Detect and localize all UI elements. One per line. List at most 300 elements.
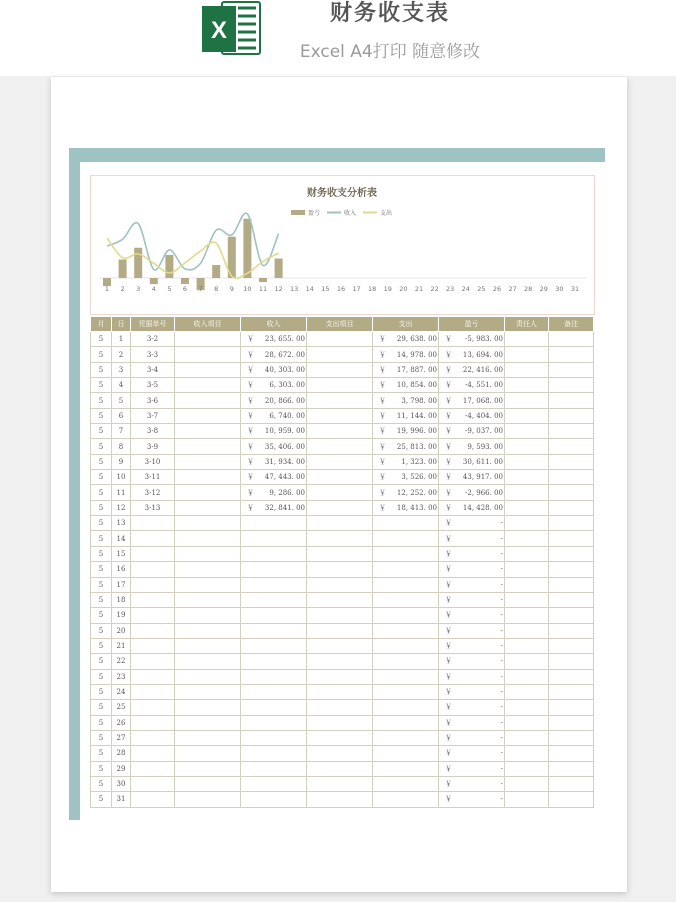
cell-income-item[interactable] — [175, 546, 241, 561]
cell-profit[interactable] — [439, 454, 505, 469]
cell-voucher[interactable] — [131, 700, 175, 715]
cell-expense-item[interactable] — [307, 608, 373, 623]
cell-day[interactable]: 3 — [112, 362, 131, 377]
cell-voucher[interactable] — [131, 638, 175, 653]
cell-expense[interactable] — [373, 424, 439, 439]
cell-expense[interactable] — [373, 700, 439, 715]
cell-month[interactable]: 5 — [91, 730, 112, 745]
cell-note[interactable] — [549, 746, 594, 761]
cell-voucher[interactable] — [131, 623, 175, 638]
cell-month[interactable]: 5 — [91, 332, 112, 347]
cell-month[interactable]: 5 — [91, 761, 112, 776]
cell-note[interactable] — [549, 684, 594, 699]
cell-expense-item[interactable] — [307, 332, 373, 347]
cell-owner[interactable] — [505, 776, 549, 791]
cell-expense[interactable] — [373, 516, 439, 531]
cell-note[interactable] — [549, 454, 594, 469]
cell-owner[interactable] — [505, 684, 549, 699]
cell-note[interactable] — [549, 592, 594, 607]
cell-day[interactable]: 16 — [112, 562, 131, 577]
cell-note[interactable] — [549, 776, 594, 791]
cell-day[interactable]: 23 — [112, 669, 131, 684]
cell-profit[interactable] — [439, 500, 505, 515]
cell-owner[interactable] — [505, 761, 549, 776]
cell-expense-item[interactable] — [307, 669, 373, 684]
cell-note[interactable] — [549, 562, 594, 577]
cell-voucher[interactable] — [131, 608, 175, 623]
cell-expense[interactable] — [373, 684, 439, 699]
cell-profit[interactable] — [439, 715, 505, 730]
cell-income[interactable] — [241, 761, 307, 776]
cell-note[interactable] — [549, 730, 594, 745]
cell-note[interactable] — [549, 393, 594, 408]
cell-note[interactable] — [549, 792, 594, 807]
cell-month[interactable]: 5 — [91, 424, 112, 439]
cell-income-item[interactable] — [175, 408, 241, 423]
cell-day[interactable]: 22 — [112, 654, 131, 669]
cell-income[interactable] — [241, 454, 307, 469]
cell-month[interactable]: 5 — [91, 454, 112, 469]
cell-day[interactable]: 17 — [112, 577, 131, 592]
cell-owner[interactable] — [505, 332, 549, 347]
cell-income[interactable] — [241, 362, 307, 377]
cell-expense-item[interactable] — [307, 715, 373, 730]
cell-note[interactable] — [549, 546, 594, 561]
cell-income[interactable] — [241, 546, 307, 561]
cell-day[interactable]: 21 — [112, 638, 131, 653]
cell-income[interactable] — [241, 393, 307, 408]
cell-voucher[interactable]: 3-9 — [131, 439, 175, 454]
cell-income[interactable] — [241, 439, 307, 454]
cell-income-item[interactable] — [175, 608, 241, 623]
cell-expense-item[interactable] — [307, 792, 373, 807]
cell-profit[interactable] — [439, 439, 505, 454]
cell-owner[interactable] — [505, 485, 549, 500]
cell-income-item[interactable] — [175, 638, 241, 653]
cell-owner[interactable] — [505, 378, 549, 393]
cell-profit[interactable] — [439, 485, 505, 500]
cell-income-item[interactable] — [175, 715, 241, 730]
cell-month[interactable]: 5 — [91, 347, 112, 362]
cell-income[interactable] — [241, 746, 307, 761]
cell-month[interactable]: 5 — [91, 408, 112, 423]
cell-income-item[interactable] — [175, 531, 241, 546]
cell-profit[interactable] — [439, 669, 505, 684]
cell-income[interactable] — [241, 715, 307, 730]
cell-voucher[interactable] — [131, 516, 175, 531]
cell-month[interactable]: 5 — [91, 470, 112, 485]
cell-income[interactable] — [241, 516, 307, 531]
cell-voucher[interactable]: 3-3 — [131, 347, 175, 362]
cell-day[interactable]: 9 — [112, 454, 131, 469]
cell-day[interactable]: 31 — [112, 792, 131, 807]
cell-month[interactable]: 5 — [91, 654, 112, 669]
cell-voucher[interactable] — [131, 684, 175, 699]
cell-owner[interactable] — [505, 454, 549, 469]
cell-profit[interactable] — [439, 700, 505, 715]
cell-expense-item[interactable] — [307, 761, 373, 776]
cell-income-item[interactable] — [175, 700, 241, 715]
cell-voucher[interactable] — [131, 730, 175, 745]
cell-profit[interactable] — [439, 531, 505, 546]
cell-voucher[interactable] — [131, 792, 175, 807]
cell-day[interactable]: 13 — [112, 516, 131, 531]
cell-income-item[interactable] — [175, 424, 241, 439]
cell-income-item[interactable] — [175, 470, 241, 485]
cell-profit[interactable] — [439, 761, 505, 776]
cell-day[interactable]: 25 — [112, 700, 131, 715]
cell-month[interactable]: 5 — [91, 592, 112, 607]
cell-month[interactable]: 5 — [91, 362, 112, 377]
cell-note[interactable] — [549, 470, 594, 485]
cell-owner[interactable] — [505, 562, 549, 577]
cell-income[interactable] — [241, 470, 307, 485]
cell-expense-item[interactable] — [307, 638, 373, 653]
cell-owner[interactable] — [505, 439, 549, 454]
cell-expense-item[interactable] — [307, 393, 373, 408]
cell-income[interactable] — [241, 792, 307, 807]
cell-day[interactable]: 6 — [112, 408, 131, 423]
cell-owner[interactable] — [505, 546, 549, 561]
cell-income[interactable] — [241, 730, 307, 745]
cell-income-item[interactable] — [175, 669, 241, 684]
cell-income[interactable] — [241, 332, 307, 347]
cell-voucher[interactable] — [131, 531, 175, 546]
cell-day[interactable]: 27 — [112, 730, 131, 745]
cell-expense-item[interactable] — [307, 516, 373, 531]
cell-day[interactable]: 7 — [112, 424, 131, 439]
cell-profit[interactable] — [439, 792, 505, 807]
cell-profit[interactable] — [439, 470, 505, 485]
cell-expense[interactable] — [373, 408, 439, 423]
cell-income-item[interactable] — [175, 746, 241, 761]
cell-profit[interactable] — [439, 638, 505, 653]
cell-expense-item[interactable] — [307, 531, 373, 546]
cell-note[interactable] — [549, 500, 594, 515]
cell-profit[interactable] — [439, 546, 505, 561]
cell-income[interactable] — [241, 592, 307, 607]
cell-month[interactable]: 5 — [91, 531, 112, 546]
cell-income[interactable] — [241, 654, 307, 669]
cell-profit[interactable] — [439, 623, 505, 638]
cell-voucher[interactable] — [131, 776, 175, 791]
cell-voucher[interactable]: 3-6 — [131, 393, 175, 408]
cell-day[interactable]: 26 — [112, 715, 131, 730]
cell-income[interactable] — [241, 500, 307, 515]
cell-profit[interactable] — [439, 408, 505, 423]
cell-voucher[interactable]: 3-4 — [131, 362, 175, 377]
cell-expense[interactable] — [373, 362, 439, 377]
cell-expense[interactable] — [373, 715, 439, 730]
cell-owner[interactable] — [505, 470, 549, 485]
cell-expense-item[interactable] — [307, 485, 373, 500]
cell-owner[interactable] — [505, 362, 549, 377]
cell-expense-item[interactable] — [307, 776, 373, 791]
cell-voucher[interactable]: 3-8 — [131, 424, 175, 439]
cell-month[interactable]: 5 — [91, 684, 112, 699]
cell-voucher[interactable]: 3-12 — [131, 485, 175, 500]
cell-voucher[interactable] — [131, 546, 175, 561]
cell-month[interactable]: 5 — [91, 500, 112, 515]
cell-expense[interactable] — [373, 746, 439, 761]
cell-income-item[interactable] — [175, 332, 241, 347]
cell-owner[interactable] — [505, 500, 549, 515]
cell-day[interactable]: 18 — [112, 592, 131, 607]
cell-profit[interactable] — [439, 562, 505, 577]
cell-note[interactable] — [549, 485, 594, 500]
cell-owner[interactable] — [505, 424, 549, 439]
cell-income[interactable] — [241, 684, 307, 699]
cell-month[interactable]: 5 — [91, 669, 112, 684]
cell-day[interactable]: 8 — [112, 439, 131, 454]
cell-expense[interactable] — [373, 730, 439, 745]
cell-expense-item[interactable] — [307, 562, 373, 577]
cell-voucher[interactable]: 3-7 — [131, 408, 175, 423]
cell-month[interactable]: 5 — [91, 516, 112, 531]
cell-income-item[interactable] — [175, 516, 241, 531]
cell-note[interactable] — [549, 378, 594, 393]
cell-note[interactable] — [549, 608, 594, 623]
cell-note[interactable] — [549, 408, 594, 423]
cell-expense-item[interactable] — [307, 730, 373, 745]
cell-note[interactable] — [549, 715, 594, 730]
cell-profit[interactable] — [439, 776, 505, 791]
cell-day[interactable]: 5 — [112, 393, 131, 408]
cell-owner[interactable] — [505, 577, 549, 592]
cell-income-item[interactable] — [175, 362, 241, 377]
cell-income-item[interactable] — [175, 500, 241, 515]
cell-profit[interactable] — [439, 378, 505, 393]
cell-expense-item[interactable] — [307, 546, 373, 561]
cell-profit[interactable] — [439, 332, 505, 347]
cell-income-item[interactable] — [175, 378, 241, 393]
cell-expense[interactable] — [373, 454, 439, 469]
cell-profit[interactable] — [439, 654, 505, 669]
cell-expense-item[interactable] — [307, 684, 373, 699]
cell-expense[interactable] — [373, 378, 439, 393]
cell-expense[interactable] — [373, 608, 439, 623]
cell-expense[interactable] — [373, 546, 439, 561]
cell-expense[interactable] — [373, 761, 439, 776]
cell-voucher[interactable] — [131, 669, 175, 684]
cell-income[interactable] — [241, 531, 307, 546]
cell-profit[interactable] — [439, 592, 505, 607]
cell-month[interactable]: 5 — [91, 792, 112, 807]
cell-expense-item[interactable] — [307, 623, 373, 638]
cell-income-item[interactable] — [175, 439, 241, 454]
cell-month[interactable]: 5 — [91, 746, 112, 761]
cell-month[interactable]: 5 — [91, 715, 112, 730]
cell-income[interactable] — [241, 378, 307, 393]
cell-note[interactable] — [549, 669, 594, 684]
cell-expense[interactable] — [373, 623, 439, 638]
cell-owner[interactable] — [505, 347, 549, 362]
cell-note[interactable] — [549, 332, 594, 347]
cell-month[interactable]: 5 — [91, 439, 112, 454]
cell-owner[interactable] — [505, 792, 549, 807]
cell-profit[interactable] — [439, 684, 505, 699]
cell-voucher[interactable]: 3-5 — [131, 378, 175, 393]
cell-income-item[interactable] — [175, 577, 241, 592]
cell-day[interactable]: 2 — [112, 347, 131, 362]
cell-note[interactable] — [549, 516, 594, 531]
cell-profit[interactable] — [439, 608, 505, 623]
cell-income-item[interactable] — [175, 730, 241, 745]
cell-expense-item[interactable] — [307, 500, 373, 515]
cell-expense[interactable] — [373, 792, 439, 807]
cell-note[interactable] — [549, 700, 594, 715]
cell-owner[interactable] — [505, 393, 549, 408]
cell-profit[interactable] — [439, 393, 505, 408]
cell-day[interactable]: 24 — [112, 684, 131, 699]
cell-voucher[interactable]: 3-13 — [131, 500, 175, 515]
cell-owner[interactable] — [505, 638, 549, 653]
cell-owner[interactable] — [505, 408, 549, 423]
cell-month[interactable]: 5 — [91, 638, 112, 653]
cell-expense-item[interactable] — [307, 454, 373, 469]
cell-note[interactable] — [549, 347, 594, 362]
cell-owner[interactable] — [505, 592, 549, 607]
cell-income-item[interactable] — [175, 393, 241, 408]
cell-income-item[interactable] — [175, 485, 241, 500]
cell-income[interactable] — [241, 638, 307, 653]
cell-note[interactable] — [549, 424, 594, 439]
cell-income-item[interactable] — [175, 776, 241, 791]
cell-month[interactable]: 5 — [91, 608, 112, 623]
cell-expense[interactable] — [373, 638, 439, 653]
cell-day[interactable]: 19 — [112, 608, 131, 623]
cell-day[interactable]: 10 — [112, 470, 131, 485]
cell-voucher[interactable] — [131, 592, 175, 607]
cell-voucher[interactable] — [131, 746, 175, 761]
cell-profit[interactable] — [439, 424, 505, 439]
cell-voucher[interactable]: 3-11 — [131, 470, 175, 485]
cell-voucher[interactable] — [131, 654, 175, 669]
cell-expense-item[interactable] — [307, 362, 373, 377]
cell-day[interactable]: 28 — [112, 746, 131, 761]
cell-owner[interactable] — [505, 669, 549, 684]
cell-income-item[interactable] — [175, 792, 241, 807]
cell-owner[interactable] — [505, 730, 549, 745]
cell-expense[interactable] — [373, 470, 439, 485]
cell-expense-item[interactable] — [307, 700, 373, 715]
cell-day[interactable]: 11 — [112, 485, 131, 500]
cell-expense-item[interactable] — [307, 577, 373, 592]
cell-profit[interactable] — [439, 516, 505, 531]
cell-expense-item[interactable] — [307, 592, 373, 607]
cell-profit[interactable] — [439, 347, 505, 362]
cell-day[interactable]: 15 — [112, 546, 131, 561]
cell-expense-item[interactable] — [307, 424, 373, 439]
cell-income[interactable] — [241, 577, 307, 592]
cell-note[interactable] — [549, 638, 594, 653]
cell-expense[interactable] — [373, 654, 439, 669]
cell-owner[interactable] — [505, 623, 549, 638]
cell-expense[interactable] — [373, 439, 439, 454]
cell-day[interactable]: 1 — [112, 332, 131, 347]
cell-voucher[interactable]: 3-10 — [131, 454, 175, 469]
cell-month[interactable]: 5 — [91, 546, 112, 561]
cell-expense-item[interactable] — [307, 654, 373, 669]
cell-voucher[interactable]: 3-2 — [131, 332, 175, 347]
cell-note[interactable] — [549, 531, 594, 546]
cell-voucher[interactable] — [131, 761, 175, 776]
cell-voucher[interactable] — [131, 562, 175, 577]
cell-expense-item[interactable] — [307, 746, 373, 761]
cell-note[interactable] — [549, 577, 594, 592]
cell-owner[interactable] — [505, 715, 549, 730]
cell-income-item[interactable] — [175, 454, 241, 469]
cell-income[interactable] — [241, 608, 307, 623]
cell-expense[interactable] — [373, 669, 439, 684]
cell-expense-item[interactable] — [307, 347, 373, 362]
cell-note[interactable] — [549, 362, 594, 377]
cell-month[interactable]: 5 — [91, 776, 112, 791]
cell-income[interactable] — [241, 408, 307, 423]
cell-income-item[interactable] — [175, 347, 241, 362]
cell-owner[interactable] — [505, 654, 549, 669]
cell-expense[interactable] — [373, 776, 439, 791]
cell-month[interactable]: 5 — [91, 378, 112, 393]
cell-expense[interactable] — [373, 500, 439, 515]
cell-income-item[interactable] — [175, 592, 241, 607]
cell-month[interactable]: 5 — [91, 623, 112, 638]
cell-month[interactable]: 5 — [91, 562, 112, 577]
cell-note[interactable] — [549, 761, 594, 776]
cell-income-item[interactable] — [175, 654, 241, 669]
cell-profit[interactable] — [439, 746, 505, 761]
cell-income[interactable] — [241, 562, 307, 577]
cell-owner[interactable] — [505, 516, 549, 531]
cell-expense[interactable] — [373, 592, 439, 607]
cell-expense[interactable] — [373, 393, 439, 408]
cell-day[interactable]: 12 — [112, 500, 131, 515]
cell-owner[interactable] — [505, 608, 549, 623]
cell-expense[interactable] — [373, 531, 439, 546]
cell-owner[interactable] — [505, 746, 549, 761]
cell-month[interactable]: 5 — [91, 577, 112, 592]
cell-expense[interactable] — [373, 577, 439, 592]
cell-month[interactable]: 5 — [91, 700, 112, 715]
cell-profit[interactable] — [439, 730, 505, 745]
cell-expense[interactable] — [373, 485, 439, 500]
cell-income[interactable] — [241, 485, 307, 500]
cell-owner[interactable] — [505, 531, 549, 546]
cell-expense[interactable] — [373, 332, 439, 347]
cell-day[interactable]: 30 — [112, 776, 131, 791]
cell-income-item[interactable] — [175, 684, 241, 699]
cell-profit[interactable] — [439, 577, 505, 592]
cell-profit[interactable] — [439, 362, 505, 377]
cell-income-item[interactable] — [175, 761, 241, 776]
cell-expense-item[interactable] — [307, 470, 373, 485]
cell-expense-item[interactable] — [307, 439, 373, 454]
cell-income-item[interactable] — [175, 562, 241, 577]
cell-income[interactable] — [241, 700, 307, 715]
cell-day[interactable]: 20 — [112, 623, 131, 638]
cell-voucher[interactable] — [131, 715, 175, 730]
cell-income[interactable] — [241, 623, 307, 638]
cell-income[interactable] — [241, 776, 307, 791]
cell-income[interactable] — [241, 347, 307, 362]
cell-voucher[interactable] — [131, 577, 175, 592]
cell-month[interactable]: 5 — [91, 393, 112, 408]
cell-day[interactable]: 29 — [112, 761, 131, 776]
cell-note[interactable] — [549, 439, 594, 454]
cell-income[interactable] — [241, 424, 307, 439]
cell-day[interactable]: 14 — [112, 531, 131, 546]
cell-expense[interactable] — [373, 562, 439, 577]
